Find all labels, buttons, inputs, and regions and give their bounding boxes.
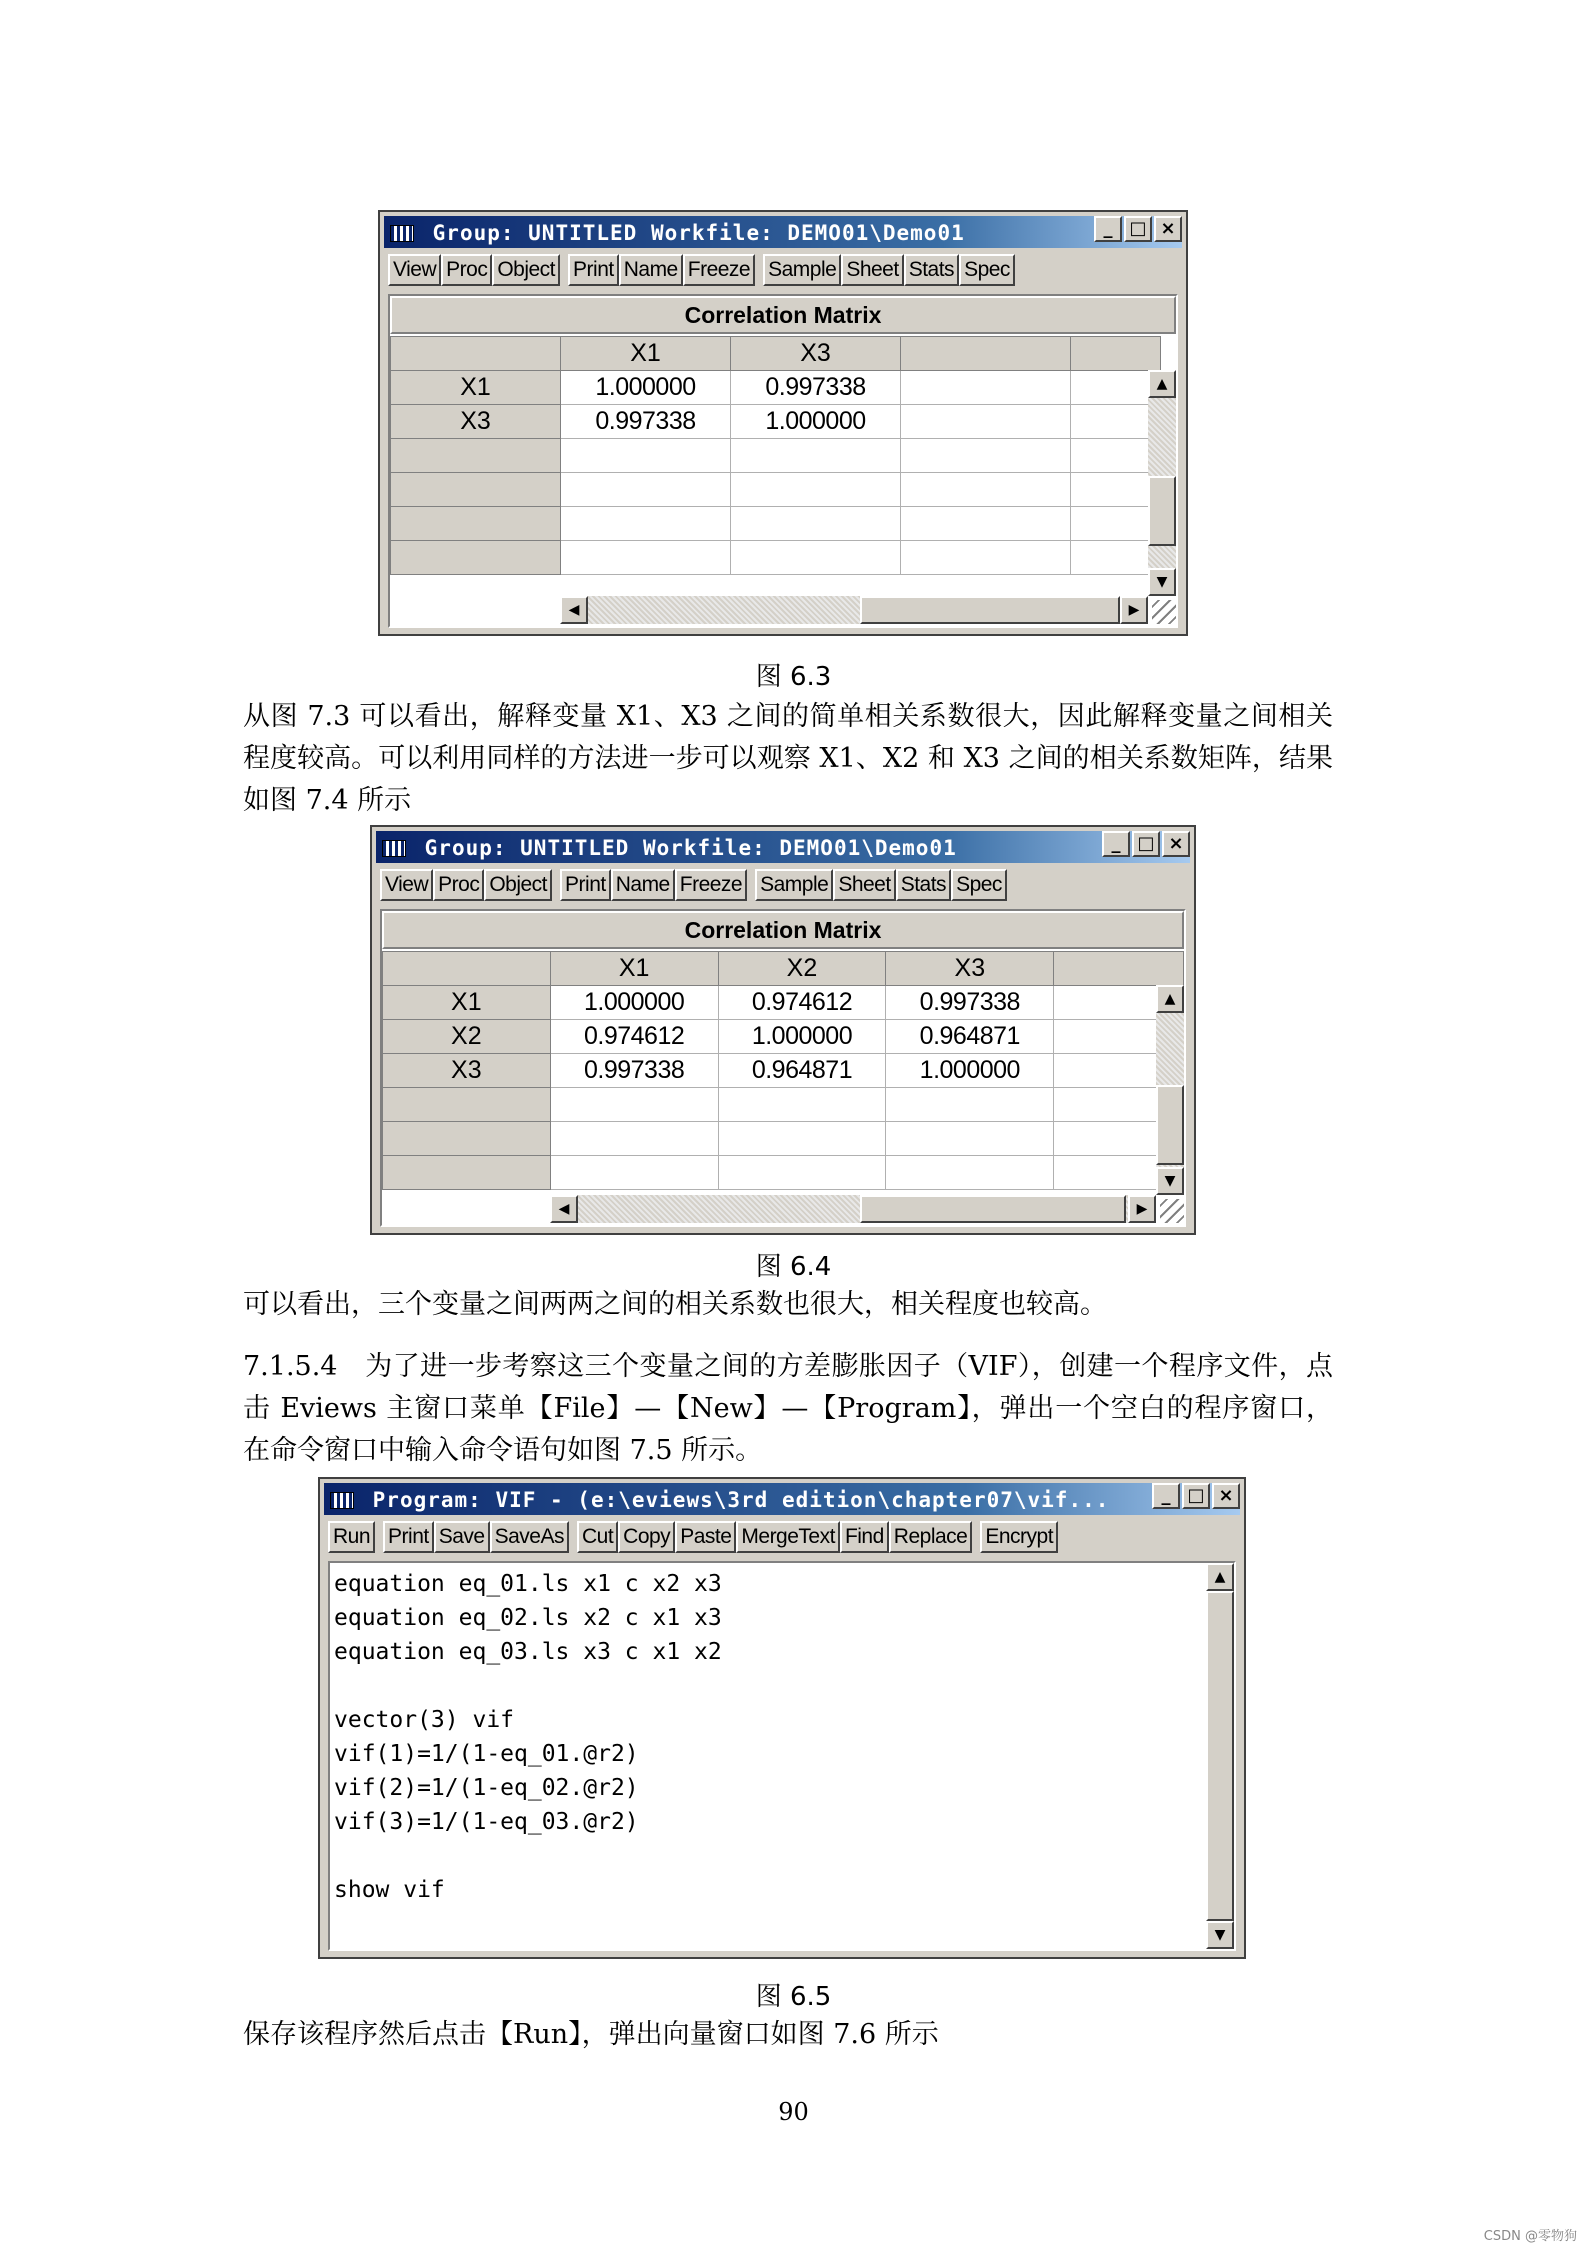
saveas-button[interactable]: SaveAs [490, 1521, 569, 1553]
spec-button[interactable]: Spec [959, 254, 1015, 286]
window-3-toolbar [328, 1521, 1058, 1555]
print-button[interactable]: Print [560, 869, 611, 901]
sample-button[interactable]: Sample [763, 254, 841, 286]
proc-button[interactable]: Proc [433, 869, 484, 901]
view-button[interactable]: View [388, 254, 441, 286]
table-cell[interactable]: 0.997338 [886, 986, 1054, 1020]
maximize-icon[interactable]: □ [1182, 1483, 1210, 1509]
row-header[interactable]: X1 [391, 371, 561, 405]
encrypt-button[interactable]: Encrypt [980, 1521, 1058, 1553]
header-row [391, 337, 1161, 371]
scroll-up-icon[interactable]: ▲ [1206, 1563, 1234, 1591]
table-cell[interactable]: 1.000000 [718, 1020, 886, 1054]
table-row [383, 986, 1184, 1020]
close-icon[interactable]: × [1162, 831, 1190, 857]
scroll-up-icon[interactable]: ▲ [1156, 985, 1184, 1013]
table-cell[interactable]: 1.000000 [561, 371, 731, 405]
column-header[interactable]: X3 [731, 337, 901, 371]
find-button[interactable]: Find [840, 1521, 889, 1553]
window-1-titlebar[interactable] [384, 216, 1182, 248]
correlation-table-1 [390, 336, 1161, 575]
save-button[interactable]: Save [434, 1521, 490, 1553]
scroll-thumb[interactable] [860, 1195, 1126, 1223]
print-button[interactable]: Print [383, 1521, 434, 1553]
table-row [391, 371, 1161, 405]
stats-button[interactable]: Stats [896, 869, 951, 901]
app-icon [330, 1492, 354, 1509]
figure-caption-3: 图 6.5 [755, 1982, 832, 2012]
scroll-down-icon[interactable]: ▼ [1156, 1167, 1184, 1195]
figure-caption-2: 图 6.4 [755, 1252, 832, 1282]
replace-button[interactable]: Replace [889, 1521, 973, 1553]
group-window-2 [370, 825, 1196, 1235]
close-icon[interactable]: × [1212, 1483, 1240, 1509]
run-button[interactable]: Run [328, 1521, 375, 1553]
window-3-titlebar[interactable] [324, 1483, 1240, 1515]
paragraph-1: 从图 7.3 可以看出，解释变量 X1、X3 之间的简单相关系数很大，因此解释变量之间相关程度较高。可以利用同样的方法进一步可以观察 X1、X2 和 X3 之间的相关系数矩阵，结果如图 7.4 所示 [243, 701, 1333, 816]
watermark: CSDN @零物狗 [1483, 2229, 1577, 2244]
table-cell[interactable]: 1.000000 [886, 1054, 1054, 1088]
object-button[interactable]: Object [484, 869, 552, 901]
table-cell[interactable]: 1.000000 [731, 405, 901, 439]
column-header[interactable]: X1 [561, 337, 731, 371]
paragraph-2: 可以看出，三个变量之间两两之间的相关系数也很大，相关程度也较高。 [243, 1289, 1107, 1320]
resize-grip-icon[interactable] [1160, 1199, 1184, 1223]
matrix-caption: Correlation Matrix [382, 911, 1184, 949]
correlation-sheet-1 [388, 294, 1178, 628]
matrix-caption: Correlation Matrix [390, 296, 1176, 334]
table-cell[interactable]: 0.974612 [550, 1020, 718, 1054]
maximize-icon[interactable]: □ [1132, 831, 1160, 857]
object-button[interactable]: Object [492, 254, 560, 286]
window-1-toolbar [388, 254, 1015, 288]
scroll-down-icon[interactable]: ▼ [1148, 568, 1176, 596]
freeze-button[interactable]: Freeze [683, 254, 755, 286]
column-header[interactable]: X1 [550, 952, 718, 986]
program-window [318, 1477, 1246, 1959]
paragraph-4: 保存该程序然后点击【Run】，弹出向量窗口如图 7.6 所示 [243, 2019, 939, 2050]
correlation-sheet-2 [380, 909, 1186, 1227]
scroll-right-icon[interactable]: ▶ [1128, 1195, 1156, 1223]
vertical-scrollbar[interactable] [1156, 985, 1184, 1195]
scroll-up-icon[interactable]: ▲ [1148, 370, 1176, 398]
horizontal-scrollbar[interactable] [550, 1195, 1156, 1223]
page-number: 90 [778, 2098, 809, 2126]
window-2-titlebar[interactable] [376, 831, 1190, 863]
minimize-icon[interactable]: _ [1094, 216, 1122, 242]
table-cell[interactable]: 0.974612 [718, 986, 886, 1020]
table-cell[interactable]: 0.964871 [718, 1054, 886, 1088]
spec-button[interactable]: Spec [951, 869, 1007, 901]
paste-button[interactable]: Paste [675, 1521, 736, 1553]
stats-button[interactable]: Stats [904, 254, 959, 286]
name-button[interactable]: Name [611, 869, 675, 901]
mergetext-button[interactable]: MergeText [736, 1521, 840, 1553]
sheet-button[interactable]: Sheet [841, 254, 903, 286]
table-row [391, 405, 1161, 439]
copy-button[interactable]: Copy [618, 1521, 675, 1553]
window-2-title: Group: UNTITLED Workfile: DEMO01\Demo01 [424, 836, 957, 860]
scroll-left-icon[interactable]: ◀ [550, 1195, 578, 1223]
table-cell[interactable]: 0.997338 [550, 1054, 718, 1088]
scroll-down-icon[interactable]: ▼ [1206, 1921, 1234, 1949]
minimize-icon[interactable]: _ [1102, 831, 1130, 857]
view-button[interactable]: View [380, 869, 433, 901]
header-row [383, 952, 1184, 986]
scroll-thumb[interactable] [1148, 476, 1176, 546]
column-header[interactable]: X3 [886, 952, 1054, 986]
resize-grip-icon[interactable] [1152, 600, 1176, 624]
freeze-button[interactable]: Freeze [675, 869, 747, 901]
sample-button[interactable]: Sample [755, 869, 833, 901]
scroll-right-icon[interactable]: ▶ [1120, 596, 1148, 624]
program-editor[interactable] [328, 1561, 1236, 1951]
window-1-title: Group: UNTITLED Workfile: DEMO01\Demo01 [432, 221, 965, 245]
program-code[interactable]: equation eq_01.ls x1 c x2 x3 equation eq_02.ls x2 c x1 x3 equation eq_03.ls x3 c x1 x2 vector(3) vif vif(1)=1/(1-eq_01.@r2) vif(2)=1/(1-eq_02.@r2) vif(3)=1/(1-eq_03.@r2) show vif [334, 1571, 722, 1903]
cut-button[interactable]: Cut [577, 1521, 618, 1553]
paragraph-3: 7.1.5.4 为了进一步考察这三个变量之间的方差膨胀因子（VIF），创建一个程序文件，点击 Eviews 主窗口菜单【File】—【New】—【Program】，弹出一个空白的程序窗口，在命令窗口中输入命令语句如图 7.5 所示。 [243, 1351, 1333, 1466]
minimize-icon[interactable]: _ [1152, 1483, 1180, 1509]
table-cell[interactable]: 0.997338 [561, 405, 731, 439]
table-cell[interactable]: 0.997338 [731, 371, 901, 405]
table-cell[interactable]: 1.000000 [550, 986, 718, 1020]
sheet-button[interactable]: Sheet [833, 869, 895, 901]
row-header[interactable]: X3 [383, 1054, 551, 1088]
app-icon [382, 840, 406, 857]
app-icon [390, 225, 414, 242]
table-row [383, 1054, 1184, 1088]
maximize-icon[interactable]: □ [1124, 216, 1152, 242]
close-icon[interactable]: × [1154, 216, 1182, 242]
scroll-thumb[interactable] [1156, 1085, 1184, 1165]
row-header[interactable]: X3 [391, 405, 561, 439]
window-2-toolbar [380, 869, 1007, 903]
column-header[interactable]: X2 [718, 952, 886, 986]
scroll-thumb[interactable] [860, 596, 1120, 624]
row-header[interactable]: X1 [383, 986, 551, 1020]
correlation-table-2 [382, 951, 1184, 1190]
vertical-scrollbar[interactable] [1206, 1563, 1234, 1949]
group-window-1 [378, 210, 1188, 636]
print-button[interactable]: Print [568, 254, 619, 286]
table-row [383, 1020, 1184, 1054]
proc-button[interactable]: Proc [441, 254, 492, 286]
figure-caption-1: 图 6.3 [755, 662, 832, 692]
horizontal-scrollbar[interactable] [560, 596, 1148, 624]
name-button[interactable]: Name [619, 254, 683, 286]
row-header[interactable]: X2 [383, 1020, 551, 1054]
table-cell[interactable]: 0.964871 [886, 1020, 1054, 1054]
vertical-scrollbar[interactable] [1148, 370, 1176, 596]
scroll-thumb[interactable] [1206, 1591, 1234, 1921]
scroll-left-icon[interactable]: ◀ [560, 596, 588, 624]
window-3-title: Program: VIF - (e:\eviews\3rd edition\chapter07\vif... [372, 1488, 1110, 1512]
